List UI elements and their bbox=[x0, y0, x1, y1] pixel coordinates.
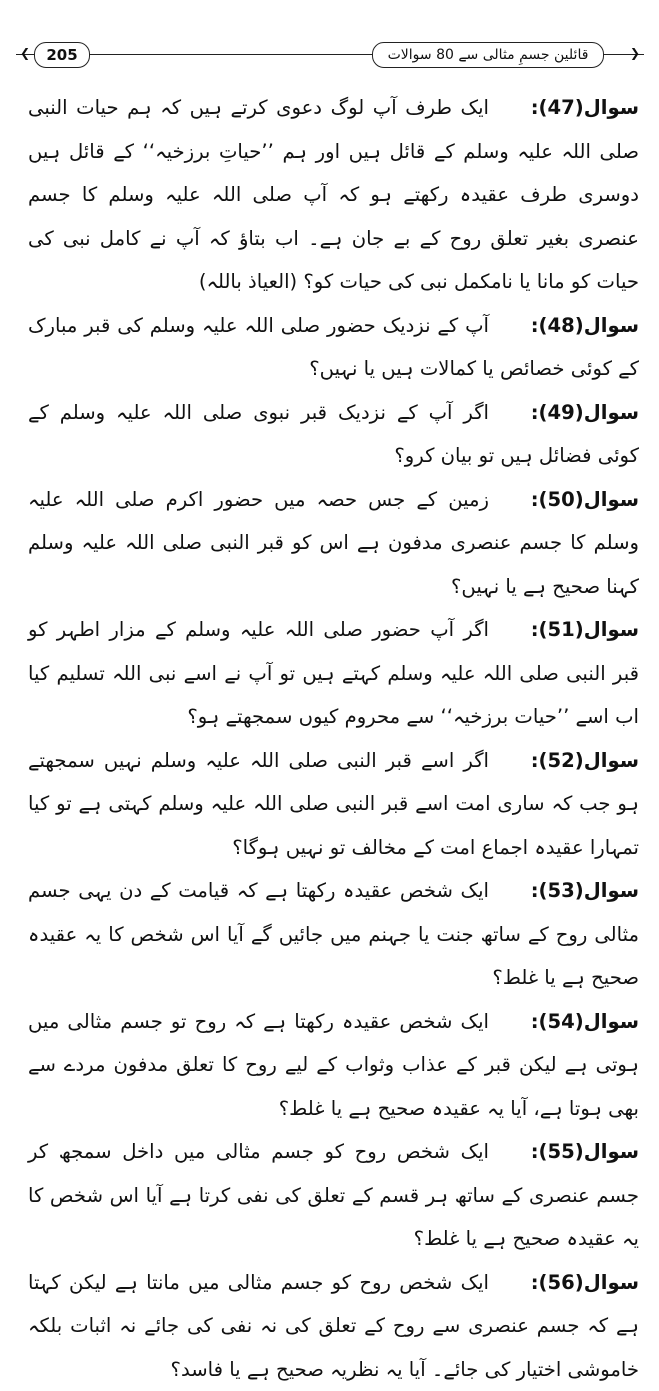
question-item bbox=[28, 1130, 639, 1261]
question-label: سوال(48): bbox=[489, 304, 639, 348]
question-text: اگر آپ حضور صلی اللہ علیہ وسلم کے مزار اطہر کو قبر النبی صلی اللہ علیہ وسلم کہتے ہیں تو آپ نے اسے نبی اللہ تسلیم کیا اب اسے ’’حیات برزخیہ‘‘ سے محروم کیوں سمجھتے ہو؟ bbox=[28, 618, 639, 728]
question-item bbox=[28, 391, 639, 478]
question-text: ایک شخص عقیدہ رکھتا ہے کہ قیامت کے دن یہی جسم مثالی روح کے ساتھ جنت یا جہنم میں جائیں گے آیا اس شخص کا یہ عقیدہ صحیح ہے یا غلط؟ bbox=[28, 879, 639, 989]
question-text: زمین کے جس حصہ میں حضور اکرم صلی اللہ علیہ وسلم کا جسم عنصری مدفون ہے اس کو قبر النبی صلی اللہ علیہ وسلم کہنا صحیح ہے یا نہیں؟ bbox=[28, 488, 639, 598]
question-text: ایک طرف آپ لوگ دعوی کرتے ہیں کہ ہم حیات النبی صلی اللہ علیہ وسلم کے قائل ہیں اور ہم ’’حیاتِ برزخیہ‘‘ کے قائل ہیں دوسری طرف عقیدہ رکھتے ہو کہ آپ صلی اللہ علیہ وسلم کا جسم عنصری بغیر تعلق روح کے بے جان ہے۔ اب بتاؤ کہ آپ نے کامل نبی کی حیات کو مانا یا نامکمل نبی کی حیات کو؟ (العیاذ باللہ) bbox=[28, 96, 639, 293]
question-label: سوال(56): bbox=[489, 1261, 639, 1305]
question-item bbox=[28, 1261, 639, 1391]
question-item bbox=[28, 478, 639, 609]
book-title: قائلین جسمِ مثالی سے 80 سوالات bbox=[372, 42, 604, 68]
question-label: سوال(54): bbox=[489, 1000, 639, 1044]
question-item bbox=[28, 86, 639, 304]
question-text: آپ کے نزدیک حضور صلی اللہ علیہ وسلم کی قبر مبارک کے کوئی خصائص یا کمالات ہیں یا نہیں؟ bbox=[28, 314, 639, 381]
question-label: سوال(47): bbox=[489, 86, 639, 130]
question-list bbox=[28, 86, 639, 1391]
ornament-right-icon: ❯ bbox=[630, 46, 640, 60]
question-item bbox=[28, 1000, 639, 1131]
question-item bbox=[28, 608, 639, 739]
page-number: 205 bbox=[34, 42, 90, 68]
question-item bbox=[28, 304, 639, 391]
question-label: سوال(53): bbox=[489, 869, 639, 913]
question-text: اگر آپ کے نزدیک قبر نبوی صلی اللہ علیہ وسلم کے کوئی فضائل ہیں تو بیان کرو؟ bbox=[28, 401, 639, 468]
question-label: سوال(50): bbox=[489, 478, 639, 522]
question-label: سوال(52): bbox=[489, 739, 639, 783]
question-item bbox=[28, 869, 639, 1000]
page-header bbox=[16, 38, 644, 72]
question-label: سوال(49): bbox=[489, 391, 639, 435]
question-text: ایک شخص عقیدہ رکھتا ہے کہ روح تو جسم مثالی میں ہوتی ہے لیکن قبر کے عذاب وثواب کے لیے روح کا تعلق مدفون مردے سے بھی ہوتا ہے، آیا یہ عقیدہ صحیح ہے یا غلط؟ bbox=[28, 1010, 639, 1120]
question-text: اگر اسے قبر النبی صلی اللہ علیہ وسلم نہیں سمجھتے ہو جب کہ ساری امت اسے قبر النبی صلی اللہ علیہ وسلم کہتی ہے تو کیا تمہارا عقیدہ اجماع امت کے مخالف تو نہیں ہوگا؟ bbox=[28, 749, 639, 859]
question-label: سوال(51): bbox=[489, 608, 639, 652]
question-item bbox=[28, 739, 639, 870]
ornament-left-icon: ❮ bbox=[20, 46, 30, 60]
question-label: سوال(55): bbox=[489, 1130, 639, 1174]
question-text: ایک شخص روح کو جسم مثالی میں مانتا ہے لیکن کہتا ہے کہ جسم عنصری سے روح کے تعلق کی نہ نفی کی جائے نہ اثبات بلکہ خاموشی اختیار کی جائے۔ آیا یہ نظریہ صحیح ہے یا فاسد؟ bbox=[28, 1271, 639, 1381]
question-text: ایک شخص روح کو جسم مثالی میں داخل سمجھ کر جسم عنصری کے ساتھ ہر قسم کے تعلق کی نفی کرتا ہے آیا اس شخص کا یہ عقیدہ صحیح ہے یا غلط؟ bbox=[28, 1140, 639, 1250]
